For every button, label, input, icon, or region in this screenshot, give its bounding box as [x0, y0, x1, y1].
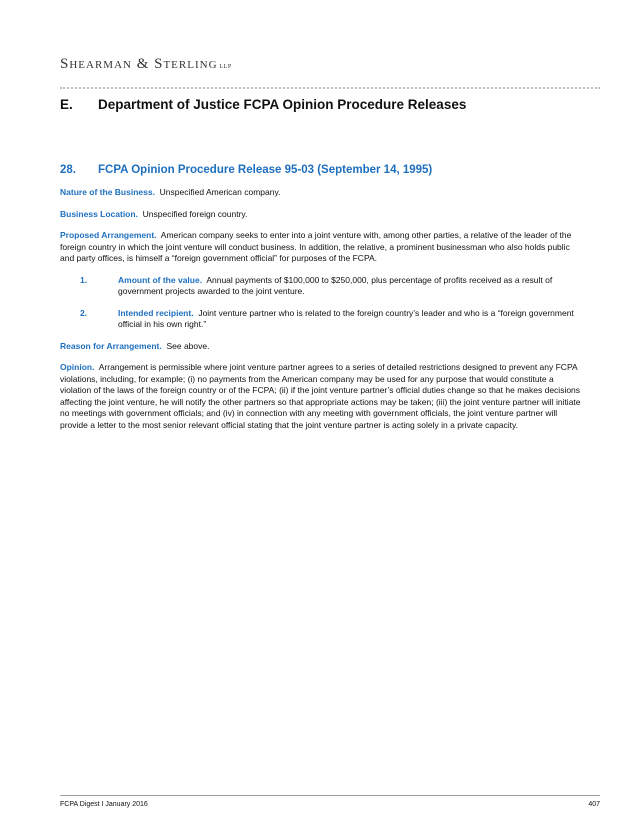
opinion-text: Arrangement is permissible where joint venture partner agrees to a series of detailed restrictions designed to prevent any FCPA violations, including, for example; (i) no payments from the American company may be used for any purpose that would constitute a violation of the laws of the foreign country or of the FCPA; (ii) if the joint venture partner’s official duties change so that he makes decisions affecting the joint venture, he will notify the other partners so that appropriate actions may be taken; (iii) the joint venture partner will initiate no meetings with government officials; and (iv) in connection with any meeting with government officials, the joint venture partner will provide a letter to the most senior relevant official stating that the joint venture partner is acting solely in a private capacity. — [60, 362, 581, 430]
section-letter: E. — [60, 97, 73, 112]
list-marker: 2. — [80, 307, 88, 318]
arrangement-label: Proposed Arrangement. — [60, 230, 157, 240]
list-item-label: Amount of the value. — [118, 274, 203, 285]
release-body — [60, 187, 582, 441]
reason-label: Reason for Arrangement. — [60, 340, 162, 351]
list-item — [80, 275, 574, 298]
release-heading — [60, 164, 600, 176]
list-item-label: Intended recipient. — [118, 307, 194, 318]
business-paragraph — [60, 187, 582, 199]
opinion-label: Opinion. — [60, 362, 95, 372]
business-text: Unspecified American company. — [159, 187, 281, 197]
release-title: FCPA Opinion Procedure Release 95-03 (September 14, 1995) — [98, 164, 433, 176]
logo-suffix: LLP — [219, 64, 232, 70]
business-label: Nature of the Business. — [60, 187, 155, 197]
firm-logo — [60, 56, 232, 73]
arrangement-text: American company seeks to enter into a joint venture with, among other parties, a relative of the leader of the foreign country in which the joint venture will conduct business. In addition, the relative, a prominent businessman who also holds public and party offices, is himself a “foreign government official” for purposes of the FCPA. — [60, 230, 572, 263]
location-paragraph — [60, 209, 582, 221]
logo-text: Shearman & Sterling — [60, 56, 218, 72]
reason-paragraph — [60, 341, 582, 353]
footer-divider — [60, 795, 600, 796]
list-item — [80, 308, 574, 331]
opinion-paragraph — [60, 362, 582, 431]
location-text: Unspecified foreign country. — [142, 208, 248, 219]
list-item-text: Joint venture partner who is related to the foreign country’s leader and who is a “foreign government official in his own right.” — [118, 307, 574, 329]
location-label: Business Location. — [60, 208, 138, 219]
footer-publication: FCPA Digest I January 2016 — [60, 801, 148, 808]
list-item-text: Annual payments of $100,000 to $250,000, plus percentage of profits received as a result of government projects awarded to the joint venture. — [118, 274, 553, 296]
section-heading — [60, 97, 600, 112]
page-number: 407 — [588, 801, 600, 808]
arrangement-paragraph — [60, 230, 582, 265]
reason-text: See above. — [166, 340, 210, 351]
list-marker: 1. — [80, 274, 88, 285]
section-title: Department of Justice FCPA Opinion Procedure Releases — [98, 97, 467, 112]
release-number: 28. — [60, 164, 76, 176]
header-divider — [60, 87, 600, 89]
